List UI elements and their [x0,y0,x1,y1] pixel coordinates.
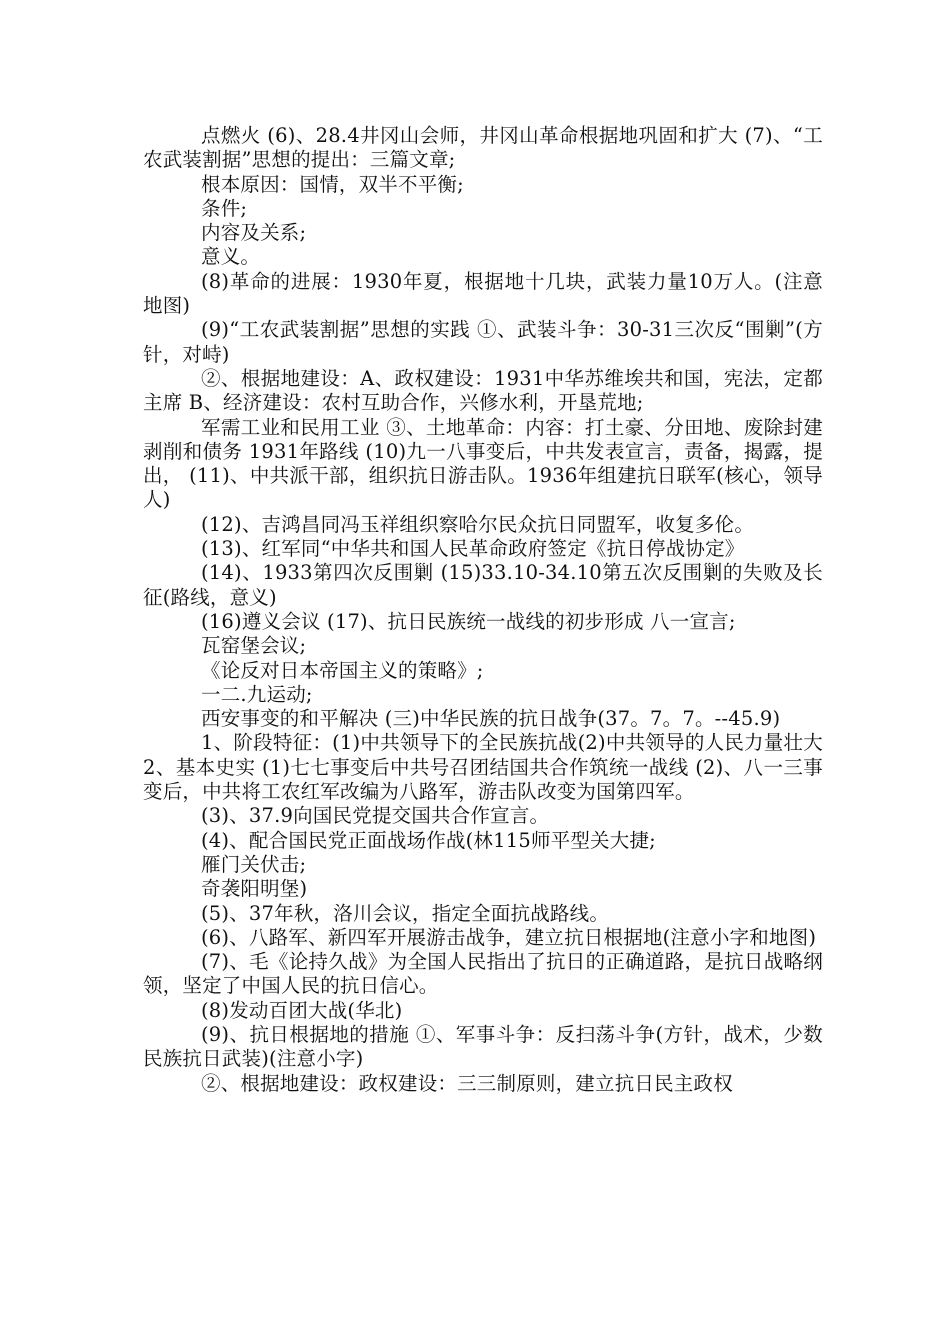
paragraph: 点燃火 (6)、28.4井冈山会师，井冈山革命根据地巩固和扩大 (7)、“工农武装割据”思想的提出：三篇文章; [143,124,823,172]
paragraph: (9)、抗日根据地的措施 ①、军事斗争：反扫荡斗争(方针，战术，少数民族抗日武装)(注意小字) [143,1022,823,1071]
paragraph: (14)、1933第四次反围剿 (15)33.10-34.10第五次反围剿的失败及长征(路线，意义) [143,561,823,609]
paragraph: (12)、吉鸿昌同冯玉祥组织察哈尔民众抗日同盟军，收复多伦。 [201,512,755,536]
paragraph: 西安事变的和平解决 (三)中华民族的抗日战争(37。7。7。--45.9) [201,707,781,731]
paragraph: (7)、毛《论持久战》为全国人民指出了抗日的正确道路，是抗日战略纲领，坚定了中国人民的抗日信心。 [143,950,823,998]
paragraph: (8)革命的进展：1930年夏，根据地十几块，武装力量10万人。(注意地图) [143,269,823,318]
paragraph: (13)、红军同“中华共和国人民革命政府签定《抗日停战协定》 [201,537,745,561]
paragraph: (3)、37.9向国民党提交国共合作宣言。 [201,804,550,828]
paragraph: (9)“工农武装割据”思想的实践 ①、武装斗争：30-31三次反“围剿”(方针，对峙) [143,318,823,366]
document-body [143,124,823,1096]
paragraph: 条件; [201,196,248,220]
paragraph: 意义。 [201,245,261,269]
paragraph: (5)、37年秋，洛川会议，指定全面抗战路线。 [201,901,610,925]
paragraph: 雁门关伏击; [201,852,307,876]
paragraph: (4)、配合国民党正面战场作战(林115师平型关大捷; [201,828,656,852]
paragraph: 内容及关系; [201,221,307,245]
paragraph: 1、阶段特征：(1)中共领导下的全民族抗战(2)中共领导的人民力量壮大 2、基本史实 (1)七七事变后中共号召团结国共合作筑统一战线 (2)、八一三事变后，中共将工农红军改编为八路军，游击队改变为国第四军。 [143,731,823,804]
paragraph: 瓦窑堡会议; [201,634,307,658]
paragraph: 《论反对日本帝国主义的策略》; [201,658,484,682]
paragraph: 一二.九运动; [201,682,313,706]
paragraph: 奇袭阳明堡) [201,877,308,901]
paragraph: ②、根据地建设：A、政权建设：1931中华苏维埃共和国，宪法，定都主席 B、经济建设：农村互助合作，兴修水利，开垦荒地; [143,366,823,415]
paragraph: (6)、八路军、新四军开展游击战争，建立抗日根据地(注意小字和地图) [201,925,817,949]
paragraph: ②、根据地建设：政权建设：三三制原则，建立抗日民主政权 [201,1071,733,1095]
paragraph: (16)遵义会议 (17)、抗日民族统一战线的初步形成 八一宣言; [201,609,736,633]
paragraph: 军需工业和民用工业 ③、土地革命：内容：打土豪、分田地、废除封建剥削和债务 1931年路线 (10)九一八事变后，中共发表宣言，责备，揭露，提出， (11)、中共派干部，组织抗日游击队。1936年组建抗日联军(核心，领导人) [143,415,823,512]
paragraph: (8)发动百团大战(华北) [201,998,403,1022]
paragraph: 根本原因：国情，双半不平衡; [201,172,464,196]
